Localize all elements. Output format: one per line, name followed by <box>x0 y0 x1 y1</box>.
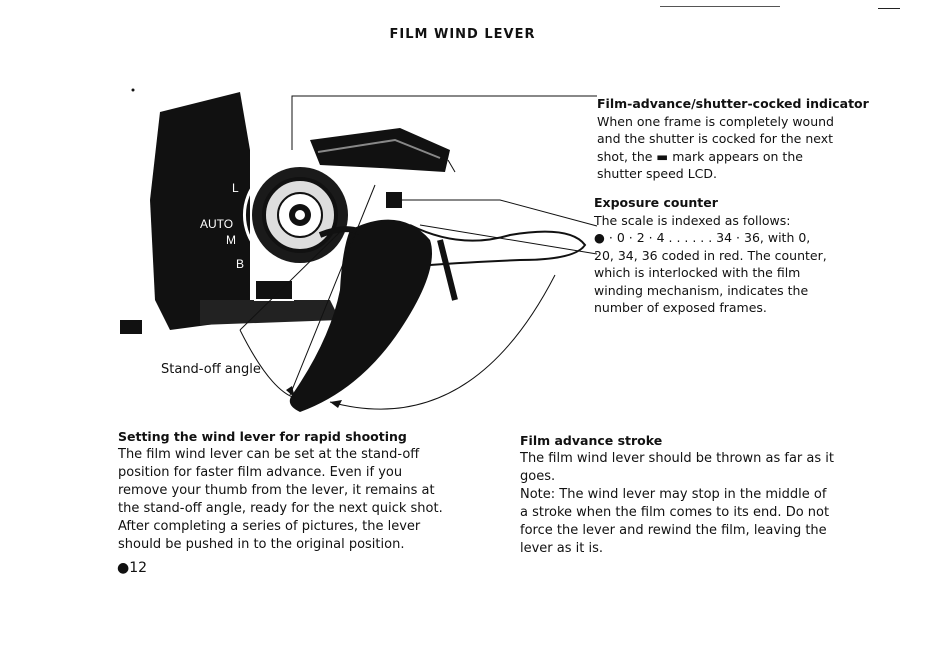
indicator-line: When one frame is completely wound <box>597 113 834 129</box>
page-title: FILM WIND LEVER <box>389 27 536 42</box>
advance-stroke-line: a stroke when the film comes to its end. Do not <box>520 505 830 520</box>
advance-stroke-section <box>520 432 880 558</box>
dial-label-b: B <box>236 257 245 271</box>
wind-lever-standoff-outline <box>410 225 585 265</box>
advance-stroke-line: goes. <box>520 469 556 484</box>
counter-line: 20, 34, 36 coded in red. The counter, <box>594 247 827 263</box>
counter-line: The scale is indexed as follows: <box>594 212 791 228</box>
indicator-line: shot, the ▬ mark appears on the <box>597 148 803 164</box>
counter-leader-line <box>402 200 597 226</box>
advance-stroke-line: Note: The wind lever may stop in the middle of <box>520 487 827 502</box>
counter-line: ● · 0 · 2 · 4 . . . . . . 34 · 36, with 0, <box>594 230 811 245</box>
camera-top-plate <box>200 300 340 325</box>
indicator-callout <box>597 95 897 183</box>
standoff-angle-label: Stand-off angle <box>161 362 261 377</box>
advance-stroke-line: lever as it is. <box>520 541 604 556</box>
indicator-line: shutter speed LCD. <box>597 166 717 181</box>
rapid-shooting-line: After completing a series of pictures, the lever <box>118 519 421 534</box>
rapid-shooting-section <box>118 428 498 554</box>
advance-stroke-line: The film wind lever should be thrown as far as it <box>520 451 834 466</box>
advance-stroke-heading: Film advance stroke <box>520 433 663 448</box>
camera-body <box>150 92 250 330</box>
indicator-line: and the shutter is cocked for the next <box>597 131 834 146</box>
counter-callout <box>594 194 894 317</box>
counter-line: which is interlocked with the film <box>594 265 801 280</box>
dial-label-auto: AUTO <box>200 217 234 231</box>
counter-leader-line-2 <box>420 225 597 254</box>
shutter-speed-dial <box>244 167 348 263</box>
rapid-shooting-heading: Setting the wind lever for rapid shooting <box>118 429 407 444</box>
rapid-shooting-line: the stand-off angle, ready for the next quick shot. <box>118 501 443 516</box>
rapid-shooting-line: remove your thumb from the lever, it remains at <box>118 483 435 498</box>
rapid-shooting-line: should be pushed in to the original position. <box>118 537 405 552</box>
dial-label-l: L <box>232 181 239 195</box>
rapid-shooting-line: The film wind lever can be set at the stand-off <box>118 447 420 462</box>
advance-stroke-line: force the lever and rewind the film, leaving the <box>520 523 827 538</box>
rapid-shooting-line: position for faster film advance. Even if you <box>118 465 403 480</box>
page-number: ●12 <box>117 560 148 576</box>
indicator-heading: Film-advance/shutter-cocked indicator <box>597 96 869 111</box>
dial-label-m: M <box>226 233 236 247</box>
counter-line: winding mechanism, indicates the <box>594 282 809 298</box>
counter-line: number of exposed frames. <box>594 300 767 315</box>
exposure-counter-window <box>386 192 402 208</box>
counter-heading: Exposure counter <box>594 195 718 210</box>
